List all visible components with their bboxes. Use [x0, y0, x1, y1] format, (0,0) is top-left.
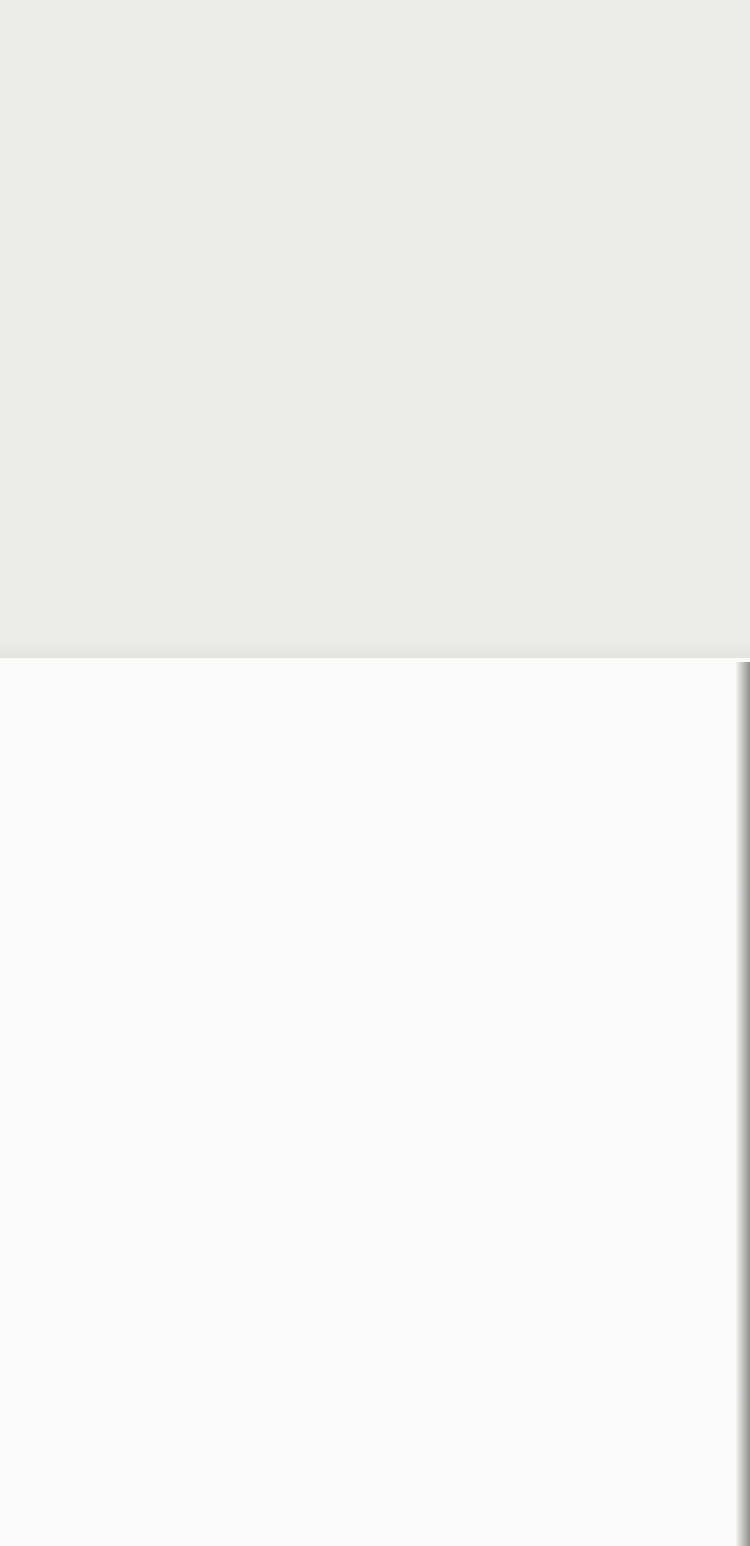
page-fold-shadow	[0, 640, 750, 658]
bottom-page	[0, 658, 750, 1546]
book-spine-edge	[736, 662, 750, 1546]
top-page	[0, 0, 750, 658]
